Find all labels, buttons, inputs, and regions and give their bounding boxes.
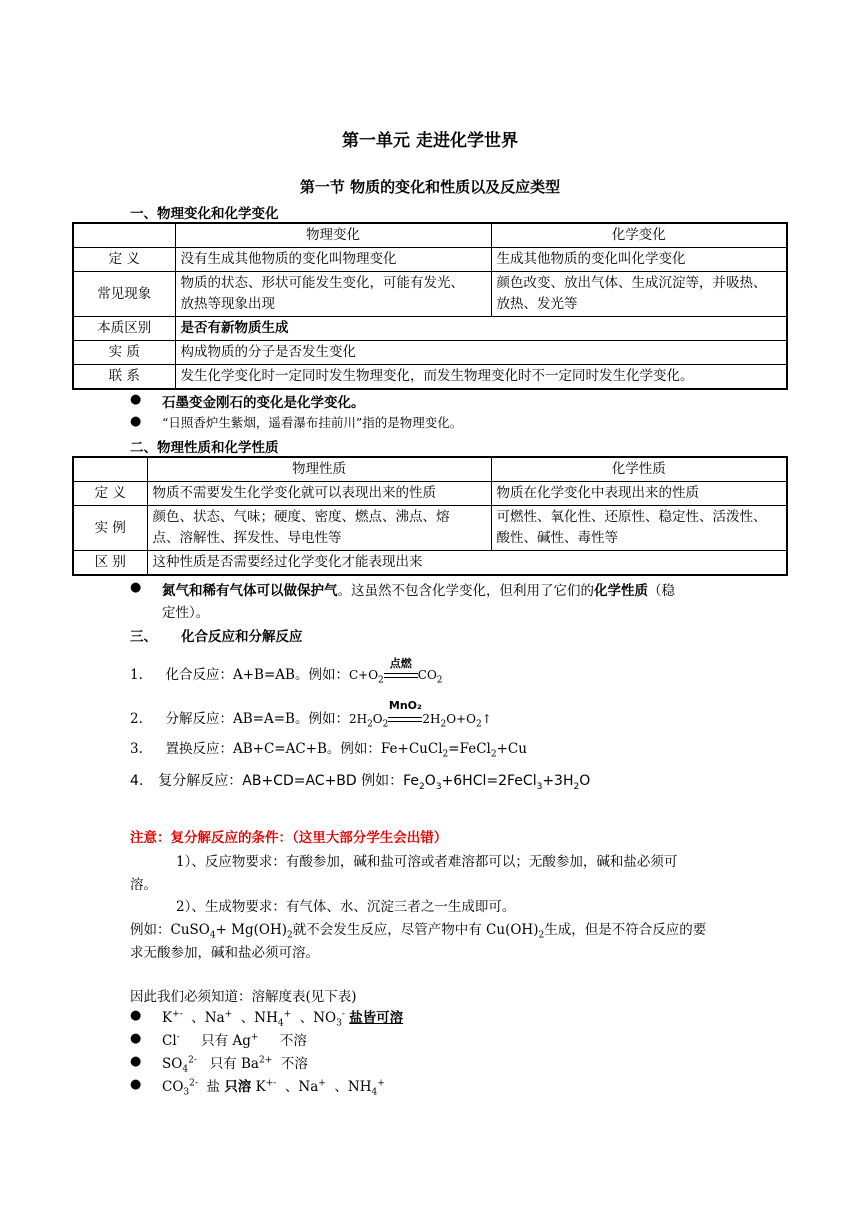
page-title: 第一单元 走进化学世界 [342,131,518,151]
heading-number: 三、 [130,629,157,645]
note-bold: 氮气和稀有气体可以做保护气 [162,583,338,599]
note-text: + Mg(OH) [215,922,288,938]
row-label: 区 别 [73,551,147,576]
heading-text: 化合反应和分解反应 [181,629,303,645]
solubility-rule: 只有 Ba [209,1056,259,1072]
row-label: 定 义 [73,482,147,506]
note-text: 例如：CuSO [130,922,210,938]
bullet-icon: ● [130,414,142,429]
row-label: 实 质 [73,341,175,365]
reaction-number: 1. [130,667,143,683]
solubility-rule: 只溶 [224,1079,252,1095]
bullet-icon: ● [130,1054,142,1069]
cell-line: 放热、发光等 [496,296,578,312]
cell-line: 物质的状态、形状可能发生变化，可能有发光、 [180,275,464,291]
table-cell: 构成物质的分子是否发生变化 [175,341,787,365]
physical-chemical-change-table [72,222,788,390]
reaction-text: 置换反应：AB+C=AC+B。例如：Fe+CuCl [165,741,443,757]
reaction-condition [384,657,418,683]
solubility-item: $CO_3^{2-}$ 盐 只溶 K+- 、Na+ 、$NH_4^+$ [162,1078,385,1098]
solubility-item: Cl- 只有 Ag+ 不溶 [162,1032,307,1049]
table-cell [491,272,787,317]
cell-line: 酸性、碱性、毒性等 [496,530,618,546]
bullet-icon: ● [130,1077,142,1092]
table-corner [73,457,147,482]
cell-line: 放热等现象出现 [180,296,275,312]
note-text: 生成，但是不符合反应的要 [544,922,707,938]
table-cell: 发生化学变化时一定同时发生物理变化，而发生物理变化时不一定同时发生化学变化。 [175,365,787,390]
col-header-physical-change: 物理变化 [175,223,491,248]
table-cell [175,272,491,317]
solubility-rule: 不溶 [280,1056,308,1072]
physical-chemical-property-table [72,456,788,576]
col-header-physical-property: 物理性质 [147,457,491,482]
table-cell [491,506,787,551]
bullet-icon: ● [130,1031,142,1046]
note-text: （稳 [648,583,675,599]
note-paragraph: 2）、生成物要求：有气体、水、沉淀三者之一生成即可。 [176,899,516,915]
table-cell: 物质在化学变化中表现出来的性质 [491,482,787,506]
condition-label: MnO₂ [388,699,422,712]
reaction-text: O [579,773,591,789]
reaction-text: =FeCl [448,741,491,757]
bullet-icon: ● [130,580,142,595]
condition-label: 点燃 [389,657,412,670]
solubility-rule: 不溶 [279,1033,307,1049]
col-header-chemical-change: 化学变化 [491,223,787,248]
reaction-number: 3. [130,741,143,757]
bullet-text: 石墨变金刚石的变化是化学变化。 [162,395,365,411]
reaction-2: 2. 分解反应：AB=A=B。例如：$2H_2O_2$ MnO₂ $2H_2O+O_2↑$ [130,699,492,730]
bullet-icon: ● [130,392,142,407]
reaction-1: 1. 化合反应：A+B=AB。例如：$C+O_2$ 点燃 $CO_2$ [130,657,443,686]
section-subtitle: 第一节 物质的变化和性质以及反应类型 [299,178,561,196]
cell-line: 颜色、状态、气味；硬度、密度、燃点、沸点、熔 [152,509,450,525]
note-paragraph: 溶。 [130,877,157,893]
bullet-text-cont: 定性）。 [162,605,210,621]
table-cell: 是否有新物质生成 [175,317,787,341]
note-text: 。这虽然不包含化学变化，但利用了它们的 [337,583,594,599]
row-label: 定 义 [73,248,175,272]
cell-line: 可燃性、氧化性、还原性、稳定性、活泼性、 [496,509,767,525]
note-heading: 注意：复分解反应的条件：（这里大部分学生会出错） [130,830,448,846]
bullet-text: “日照香炉生紫烟，遥看瀑布挂前川”指的是物理变化。 [162,415,463,430]
table-corner [73,223,175,248]
table-cell [147,506,491,551]
reaction-condition [388,699,422,727]
table-cell: 生成其他物质的变化叫化学变化 [491,248,787,272]
reaction-text: +6HCl=2FeCl [441,773,537,789]
cell-line: 颜色改变、放出气体、生成沉淀等，并吸热、 [496,275,767,291]
reaction-text: 化合反应：A+B=AB。例如： [165,667,349,683]
row-label: 联 系 [73,365,175,390]
bullet-icon: ● [130,1008,142,1023]
salt-all-soluble [349,1010,403,1026]
col-header-chemical-property: 化学性质 [491,457,787,482]
row-label: 常见现象 [73,272,175,317]
section-3-heading [130,625,303,645]
reaction-number: 4. [130,773,144,789]
cell-line: 点、溶解性、挥发性、导电性等 [152,530,342,546]
reaction-text: +3H [542,773,574,789]
reaction-text: 分解反应：AB=A=B。例如： [165,711,349,727]
solubility-intro: 因此我们必须知道：溶解度表(见下表) [130,989,357,1005]
note-bold: 化学性质 [594,583,648,599]
solubility-rule: 盐 [206,1079,221,1095]
note-paragraph: 1）、反应物要求：有酸参加，碱和盐可溶或者难溶都可以；无酸参加，碱和盐必须可 [176,854,678,870]
reaction-4: 4. 复分解反应：AB+CD=AC+BD 例如：$Fe_2O_3+6HCl=2FeCl_3+3H_2O$ [130,773,591,792]
reaction-text: +Cu [496,741,527,757]
note-text: 就不会发生反应，尽管产物中有 Cu(OH) [292,922,539,938]
row-label: 实 例 [73,506,147,551]
solubility-item: K+- 、Na+ 、$NH_4^+$ 、$NO_3^-$ 盐皆可溶 [162,1009,404,1029]
reaction-number: 2. [130,711,143,727]
reaction-3: 3. 置换反应：AB+C=AC+B。例如：Fe+CuCl$_2$=FeCl$_2$+Cu [130,741,527,760]
solubility-rule: 只有 Ag [201,1033,251,1049]
note-paragraph: 求无酸参加，碱和盐必须可溶。 [130,945,319,961]
section-1-heading: 一、物理变化和化学变化 [130,206,279,222]
row-label: 本质区别 [73,317,175,341]
reaction-text: 复分解反应：AB+CD=AC+BD 例如：Fe [158,773,420,789]
bullet-text [162,579,675,599]
note-example: 例如：CuSO$_4$+ $Mg(OH)_2$就不会发生反应，尽管产物中有 $Cu(OH)_2$生成，但是不符合反应的要 [130,922,707,941]
table-cell: 这种性质是否需要经过化学变化才能表现出来 [147,551,787,576]
table-cell: 物质不需要发生化学变化就可以表现出来的性质 [147,482,491,506]
table-cell: 没有生成其他物质的变化叫物理变化 [175,248,491,272]
solubility-item: $SO_4^{2-}$ 只有 $Ba^{2+}$ 不溶 [162,1055,308,1075]
section-2-heading: 二、物理性质和化学性质 [130,440,279,456]
solubility-rule: 盐皆可溶 [349,1010,404,1026]
